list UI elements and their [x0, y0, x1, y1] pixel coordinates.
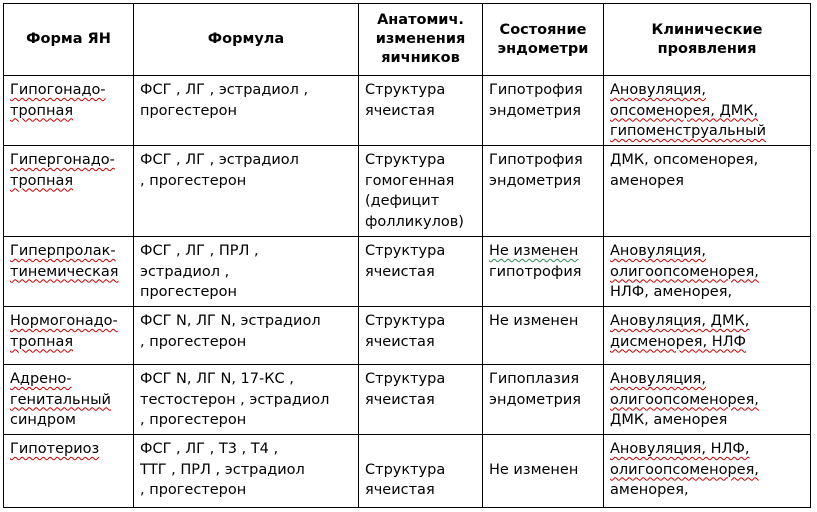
endometrium-line: Гипоплазия [489, 371, 580, 387]
cell-endometrium [483, 435, 604, 507]
endometrium-line: эндометрия [489, 172, 581, 189]
cell-anatomy [359, 146, 483, 236]
anatomy-line: Структура [365, 152, 446, 168]
cell-anatomy [359, 365, 483, 434]
anatomy-line: Структура [365, 313, 446, 329]
endometrium-line: Не изменен [489, 313, 579, 329]
clinical-line: ДМК, аменорея [610, 412, 728, 428]
cell-formula [134, 76, 359, 145]
form-line: генитальный [10, 391, 111, 408]
form-line: тинемическая [10, 263, 119, 280]
cell-endometrium [483, 237, 604, 306]
table-row [4, 237, 810, 307]
formula-line: ФСГ , ЛГ , ПРЛ , [140, 243, 259, 259]
anatomy-line: фолликулов) [365, 213, 464, 230]
cell-clinical [604, 76, 810, 145]
cell-formula [134, 146, 359, 236]
header-form: Форма ЯН [4, 4, 134, 75]
cell-anatomy [359, 435, 483, 507]
cell-formula [134, 435, 359, 507]
anatomy-line: ячеистая [365, 102, 435, 119]
cell-form [4, 76, 134, 145]
header-clinical: Клинические проявления [651, 21, 763, 57]
cell-clinical [604, 307, 810, 364]
cell-endometrium [483, 146, 604, 236]
cell-form [4, 365, 134, 434]
formula-line: , прогестерон [140, 412, 247, 428]
formula-line: , прогестерон [140, 482, 247, 498]
endometrium-line: Гипотрофия [489, 82, 583, 98]
formula-line: ТТГ , ПРЛ , эстрадиол [140, 461, 305, 478]
hormonal-table [3, 3, 811, 508]
anatomy-line: Структура [365, 461, 446, 478]
clinical-line: дисменорея, НЛФ [610, 333, 746, 350]
form-line: Адрено- [10, 371, 72, 387]
table-row [4, 307, 810, 365]
table-row [4, 76, 810, 146]
clinical-line: олигоопсоменорея, [610, 461, 759, 478]
form-line: Гиперпролак- [10, 243, 116, 259]
anatomy-line: ячеистая [365, 391, 435, 408]
clinical-line: аменорея [610, 172, 684, 189]
endometrium-line: гипотрофия [489, 263, 582, 280]
cell-anatomy [359, 307, 483, 364]
clinical-line: олигоопсоменорея, [610, 391, 759, 408]
cell-formula [134, 365, 359, 434]
formula-line: ФСГ N, ЛГ N, 17-КС , [140, 371, 294, 387]
cell-formula [134, 307, 359, 364]
endometrium-line: Не изменен [489, 243, 579, 259]
endometrium-line: Не изменен [489, 461, 579, 478]
header-anatomy: Анатомич. изменения яичников [359, 4, 483, 75]
cell-form [4, 237, 134, 306]
clinical-line: Ановуляция, НЛФ, [610, 441, 750, 457]
formula-line: прогестерон [140, 102, 237, 119]
anatomy-line: Структура [365, 82, 446, 98]
formula-line: ФСГ , ЛГ , эстрадиол [140, 152, 299, 168]
endometrium-line: эндометрия [489, 102, 581, 119]
table-row [4, 365, 810, 435]
form-line: тропная [10, 102, 74, 119]
endometrium-line [489, 439, 597, 460]
formula-line: ФСГ , ЛГ , Т3 , Т4 , [140, 441, 279, 457]
cell-clinical [604, 237, 810, 306]
clinical-line: опсоменорея, ДМК, [610, 102, 759, 119]
form-line: синдром [10, 412, 76, 428]
clinical-line: аменорея, [610, 482, 689, 498]
cell-endometrium [483, 76, 604, 145]
cell-anatomy [359, 237, 483, 306]
clinical-line: Ановуляция, [610, 371, 707, 387]
clinical-line: Ановуляция, [610, 243, 707, 259]
clinical-line: Ановуляция, [610, 82, 707, 98]
clinical-line: гипоменструальный [610, 123, 766, 139]
anatomy-line: Структура [365, 371, 446, 387]
endometrium-line: эндометрия [489, 391, 581, 408]
cell-clinical [604, 146, 810, 236]
clinical-line: Ановуляция, ДМК, [610, 313, 750, 329]
anatomy-line: (дефицит [365, 193, 440, 209]
cell-form [4, 307, 134, 364]
form-line: тропная [10, 333, 74, 350]
formula-line: тестостерон , эстрадиол [140, 391, 330, 408]
formula-line: ФСГ , ЛГ , эстрадиол , [140, 82, 309, 98]
anatomy-line [365, 439, 476, 460]
cell-endometrium [483, 365, 604, 434]
anatomy-line: ячеистая [365, 263, 435, 280]
table-row [4, 146, 810, 237]
form-line: тропная [10, 172, 74, 189]
formula-line: прогестерон [140, 284, 237, 300]
form-line: Гипогонадо- [10, 82, 106, 98]
cell-form [4, 146, 134, 236]
form-line: Нормогонадо- [10, 313, 118, 329]
anatomy-line: гомогенная [365, 172, 455, 189]
anatomy-line: ячеистая [365, 482, 435, 498]
endometrium-line: Гипотрофия [489, 152, 583, 168]
anatomy-line: ячеистая [365, 333, 435, 350]
cell-formula [134, 237, 359, 306]
cell-form [4, 435, 134, 507]
cell-clinical [604, 365, 810, 434]
cell-clinical [604, 435, 810, 507]
table-header-row [4, 4, 810, 76]
cell-anatomy [359, 76, 483, 145]
clinical-line: ДМК, опсоменорея, [610, 152, 759, 168]
form-line: Гипергонадо- [10, 152, 115, 168]
clinical-line: олигоопсоменорея, [610, 263, 759, 280]
form-line: Гипотериоз [10, 441, 100, 457]
header-formula: Формула [134, 4, 359, 75]
formula-line: , прогестерон [140, 172, 247, 189]
clinical-line: НЛФ, аменорея, [610, 284, 733, 300]
formula-line: , прогестерон [140, 333, 247, 350]
table-row [4, 435, 810, 507]
formula-line: эстрадиол , [140, 263, 230, 280]
header-endometrium: Состояние эндометри [483, 4, 604, 75]
anatomy-line: Структура [365, 243, 446, 259]
formula-line: ФСГ N, ЛГ N, эстрадиол [140, 313, 321, 329]
cell-endometrium [483, 307, 604, 364]
